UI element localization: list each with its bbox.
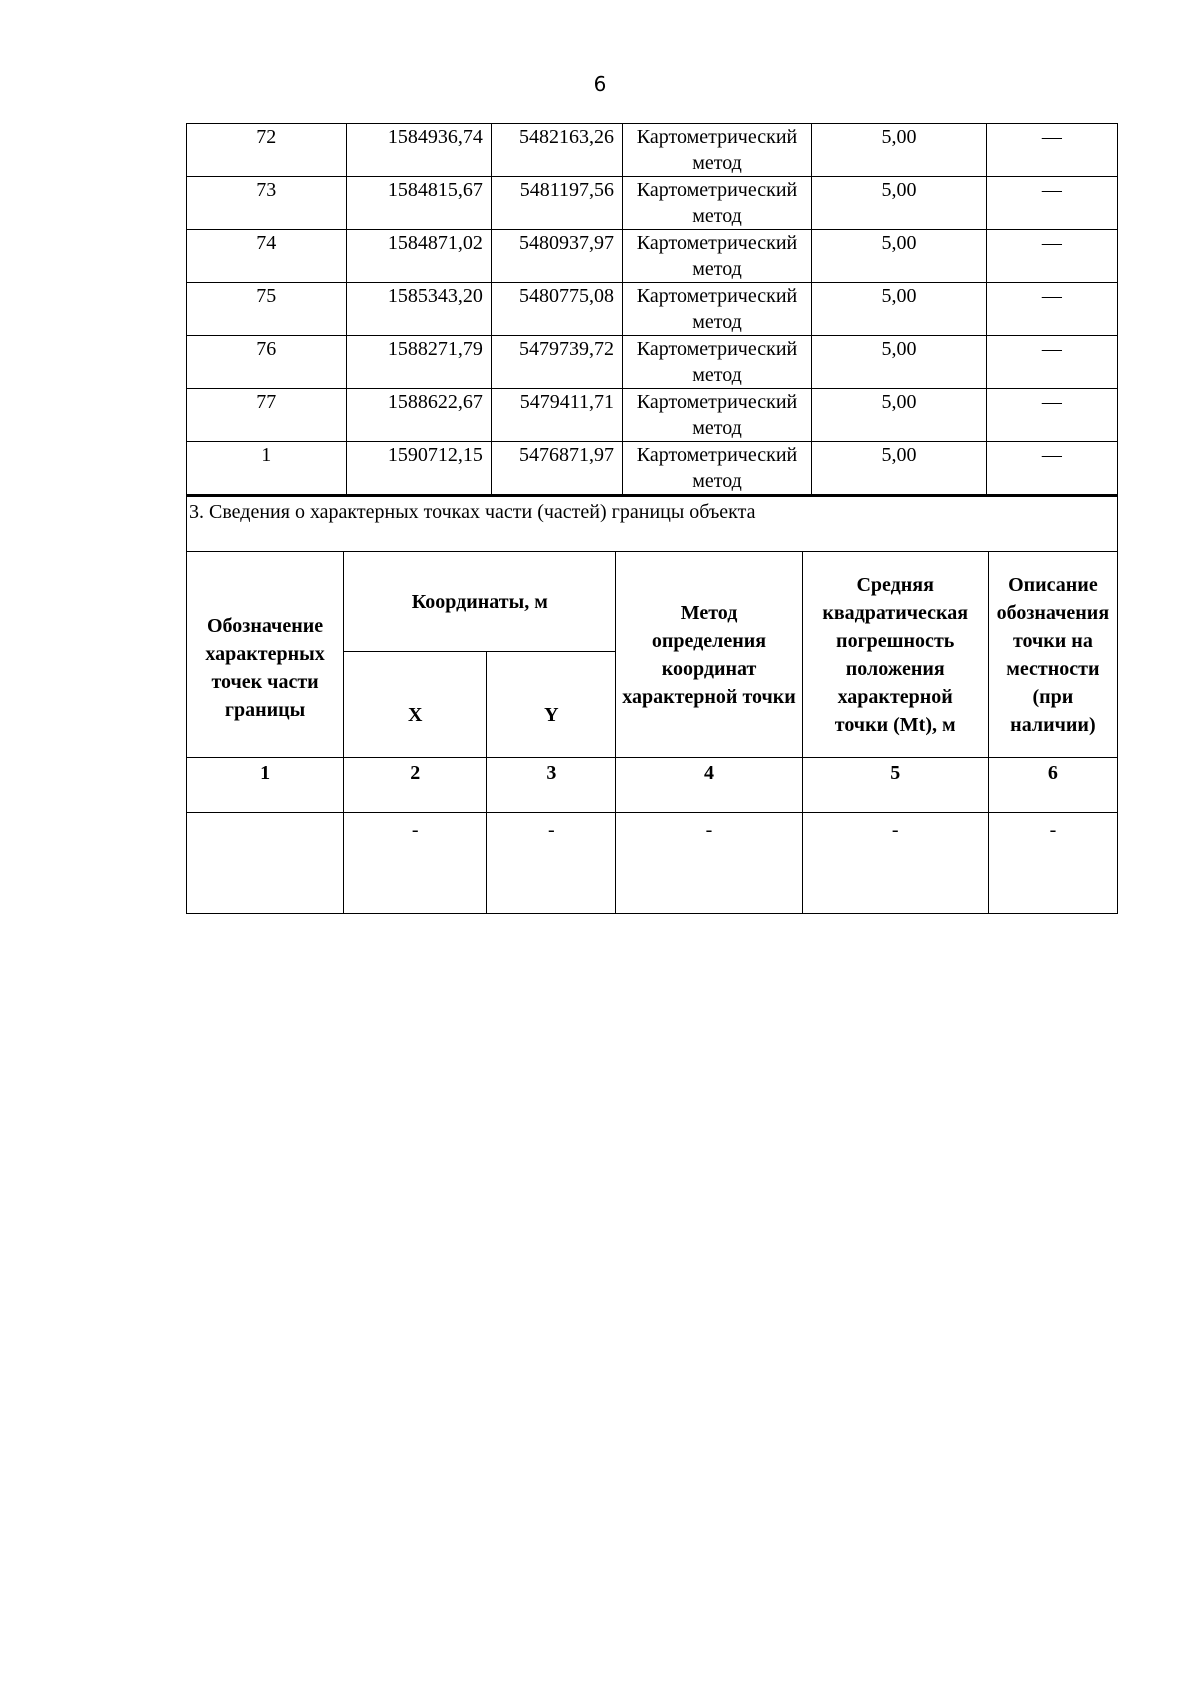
empty-row-cell: - [988,813,1117,914]
header-y: Y [487,652,616,758]
point-id: 74 [187,230,347,283]
point-row [187,336,1118,389]
point-method-line: метод [692,470,742,492]
point-method [623,442,812,495]
point-method-line: метод [692,205,742,227]
point-method [623,283,812,336]
point-description: — [986,389,1117,442]
point-method [623,124,812,177]
point-row [187,124,1118,177]
point-x: 1590712,15 [346,442,491,495]
point-method-line: Картометрический [636,338,798,360]
point-row [187,389,1118,442]
point-y: 5479411,71 [491,389,622,442]
point-description: — [986,336,1117,389]
header-accuracy-line: Средняя [856,573,934,596]
point-description: — [986,283,1117,336]
header-designation-line: характерных [205,642,325,665]
point-id: 73 [187,177,347,230]
column-number: 4 [616,758,802,813]
section3-table [186,494,1118,914]
header-description-line: наличии) [1010,713,1096,736]
point-method-line: метод [692,364,742,386]
section3-title: 3. Сведения о характерных точках части (частей) границы объекта [187,496,1118,552]
header-x: X [344,652,487,758]
point-y: 5481197,56 [491,177,622,230]
point-id: 72 [187,124,347,177]
header-accuracy [802,552,988,758]
point-method-line: Картометрический [636,232,798,254]
point-method-line: метод [692,311,742,333]
boundary-points-table [186,123,1118,495]
point-accuracy: 5,00 [812,283,987,336]
header-accuracy-line: характерной [837,685,953,708]
point-row [187,177,1118,230]
header-description-line: (при [1032,685,1074,708]
header-description [988,552,1117,758]
point-x: 1585343,20 [346,283,491,336]
column-number: 1 [187,758,344,813]
point-accuracy: 5,00 [812,442,987,495]
point-id: 77 [187,389,347,442]
point-method [623,336,812,389]
header-method-line: характерной точки [622,685,796,708]
point-row [187,442,1118,495]
header-coordinates: Координаты, м [344,552,616,652]
point-method-line: метод [692,152,742,174]
header-accuracy-line: погрешность [836,629,955,652]
point-method-line: Картометрический [636,126,798,148]
point-x: 1584815,67 [346,177,491,230]
point-accuracy: 5,00 [812,177,987,230]
point-x: 1584871,02 [346,230,491,283]
point-description: — [986,230,1117,283]
point-accuracy: 5,00 [812,124,987,177]
point-y: 5480775,08 [491,283,622,336]
point-method-line: метод [692,258,742,280]
point-row [187,283,1118,336]
header-description-line: точки на [1012,629,1093,652]
point-method [623,230,812,283]
header-method-line: Метод [680,601,738,624]
point-method-line: Картометрический [636,179,798,201]
header-method [616,552,802,758]
point-id: 76 [187,336,347,389]
point-x: 1588271,79 [346,336,491,389]
point-accuracy: 5,00 [812,336,987,389]
empty-row-cell: - [616,813,802,914]
point-x: 1584936,74 [346,124,491,177]
column-number: 5 [802,758,988,813]
header-accuracy-line: точки (Mt), м [834,713,956,736]
point-method [623,389,812,442]
column-number: 6 [988,758,1117,813]
boundary-points-body [187,124,1118,495]
header-designation-line: границы [224,698,306,721]
point-accuracy: 5,00 [812,230,987,283]
header-description-line: Описание [1008,573,1098,596]
point-method-line: Картометрический [636,391,798,413]
header-accuracy-line: положения [845,657,945,680]
point-y: 5480937,97 [491,230,622,283]
point-method-line: метод [692,417,742,439]
empty-row-cell: - [802,813,988,914]
column-number: 3 [487,758,616,813]
header-method-line: определения [651,629,767,652]
empty-row-cell: - [344,813,487,914]
point-y: 5476871,97 [491,442,622,495]
column-number: 2 [344,758,487,813]
point-x: 1588622,67 [346,389,491,442]
empty-row-cell: - [487,813,616,914]
header-method-line: координат [661,657,757,680]
header-accuracy-line: квадратическая [822,601,969,624]
empty-row-cell [187,813,344,914]
point-description: — [986,124,1117,177]
point-method [623,177,812,230]
header-designation [187,552,344,758]
point-y: 5482163,26 [491,124,622,177]
point-y: 5479739,72 [491,336,622,389]
header-designation-line: точек части [211,670,319,693]
point-description: — [986,442,1117,495]
header-designation-line: Обозначение [207,614,324,637]
point-id: 75 [187,283,347,336]
header-description-line: местности [1006,657,1100,680]
point-method-line: Картометрический [636,285,798,307]
point-id: 1 [187,442,347,495]
point-method-line: Картометрический [636,444,798,466]
page-number: 6 [593,72,607,96]
point-row [187,230,1118,283]
header-description-line: обозначения [996,601,1110,624]
point-description: — [986,177,1117,230]
point-accuracy: 5,00 [812,389,987,442]
